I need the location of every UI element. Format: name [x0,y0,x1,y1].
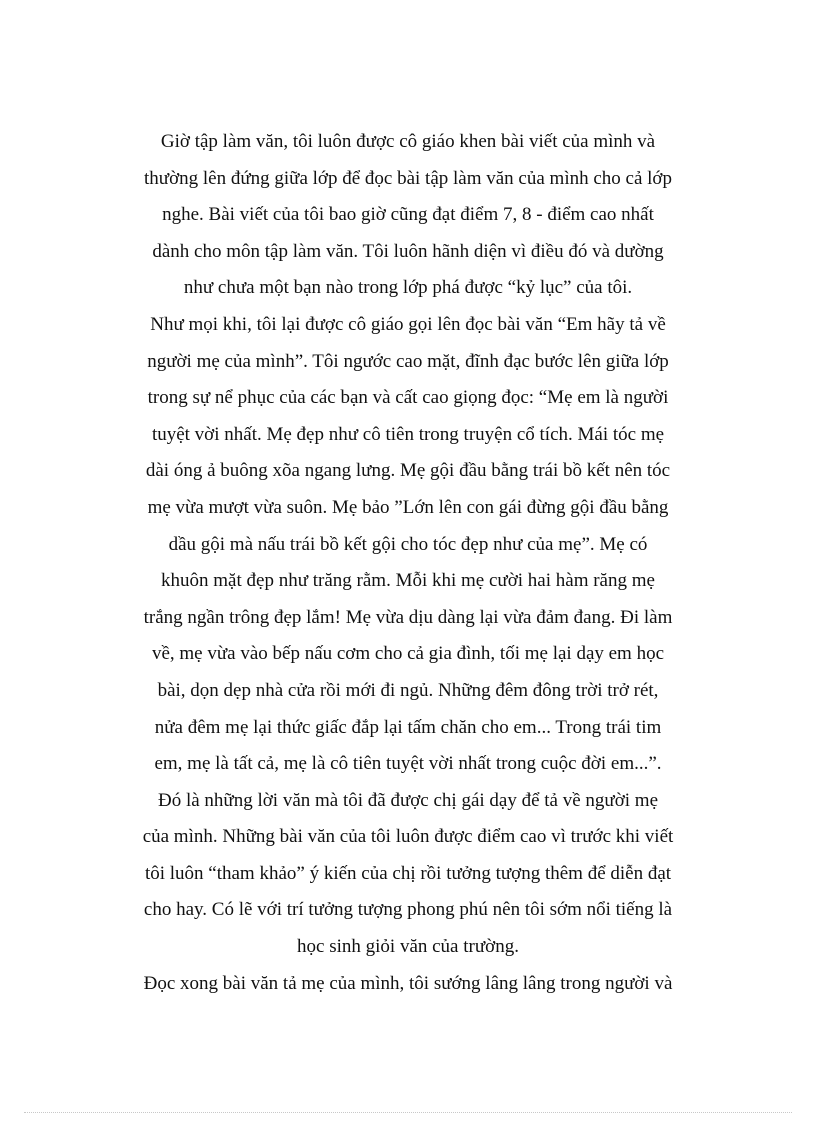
text-line: dầu gội mà nấu trái bồ kết gội cho tóc đẹp như của mẹ”. Mẹ có [168,533,648,555]
text-line: nghe. Bài viết của tôi bao giờ cũng đạt điểm 7, 8 - điểm cao nhất [162,204,654,226]
text-line: trắng ngần trông đẹp lắm! Mẹ vừa dịu dàng lại vừa đảm đang. Đi làm [143,606,673,628]
text-line: khuôn mặt đẹp như trăng rằm. Mỗi khi mẹ cười hai hàm răng mẹ [161,570,655,592]
text-line: tuyệt vời nhất. Mẹ đẹp như cô tiên trong truyện cổ tích. Mái tóc mẹ [151,423,665,445]
text-line: thường lên đứng giữa lớp để đọc bài tập làm văn của mình cho cả lớp [144,167,672,189]
text-line: của mình. Những bài văn của tôi luôn được điểm cao vì trước khi viết [142,826,674,848]
text-line: Đó là những lời văn mà tôi đã được chị gái dạy để tả về người mẹ [157,789,659,811]
text-line: Đọc xong bài văn tả mẹ của mình, tôi sướng lâng lâng trong người và [143,972,673,994]
text-line: người mẹ của mình”. Tôi ngước cao mặt, đĩnh đạc bước lên giữa lớp [147,350,669,372]
text-line: học sinh giỏi văn của trường. [297,936,519,958]
text-line: về, mẹ vừa vào bếp nấu cơm cho cả gia đình, tối mẹ lại dạy em học [151,643,665,665]
text-line: cho hay. Có lẽ với trí tưởng tượng phong phú nên tôi sớm nổi tiếng là [143,899,673,921]
text-line: dài óng ả buông xõa ngang lưng. Mẹ gội đầu bằng trái bồ kết nên tóc [145,460,671,482]
text-line: em, mẹ là tất cả, mẹ là cô tiên tuyệt vời nhất trong cuộc đời em...”. [154,753,662,775]
text-line: như chưa một bạn nào trong lớp phá được “kỷ lục” của tôi. [183,277,633,299]
page-bottom-divider [24,1112,792,1113]
text-line: tôi luôn “tham khảo” ý kiến của chị rồi tưởng tượng thêm để diễn đạt [144,862,672,884]
text-line: trong sự nể phục của các bạn và cất cao giọng đọc: “Mẹ em là người [147,387,669,409]
text-line: Giờ tập làm văn, tôi luôn được cô giáo khen bài viết của mình và [160,131,656,152]
text-line: bài, dọn dẹp nhà cửa rồi mới đi ngủ. Những đêm đông trời trở rét, [157,679,659,701]
text-line: Như mọi khi, tôi lại được cô giáo gọi lên đọc bài văn “Em hãy tả về [150,313,666,335]
document-body [124,124,692,1002]
text-line: dành cho môn tập làm văn. Tôi luôn hãnh diện vì điều đó và dường [152,240,664,262]
text-line: nửa đêm mẹ lại thức giấc đắp lại tấm chăn cho em... Trong trái tim [154,716,662,738]
text-line: mẹ vừa mượt vừa suôn. Mẹ bảo ”Lớn lên con gái đừng gội đầu bằng [147,496,669,518]
